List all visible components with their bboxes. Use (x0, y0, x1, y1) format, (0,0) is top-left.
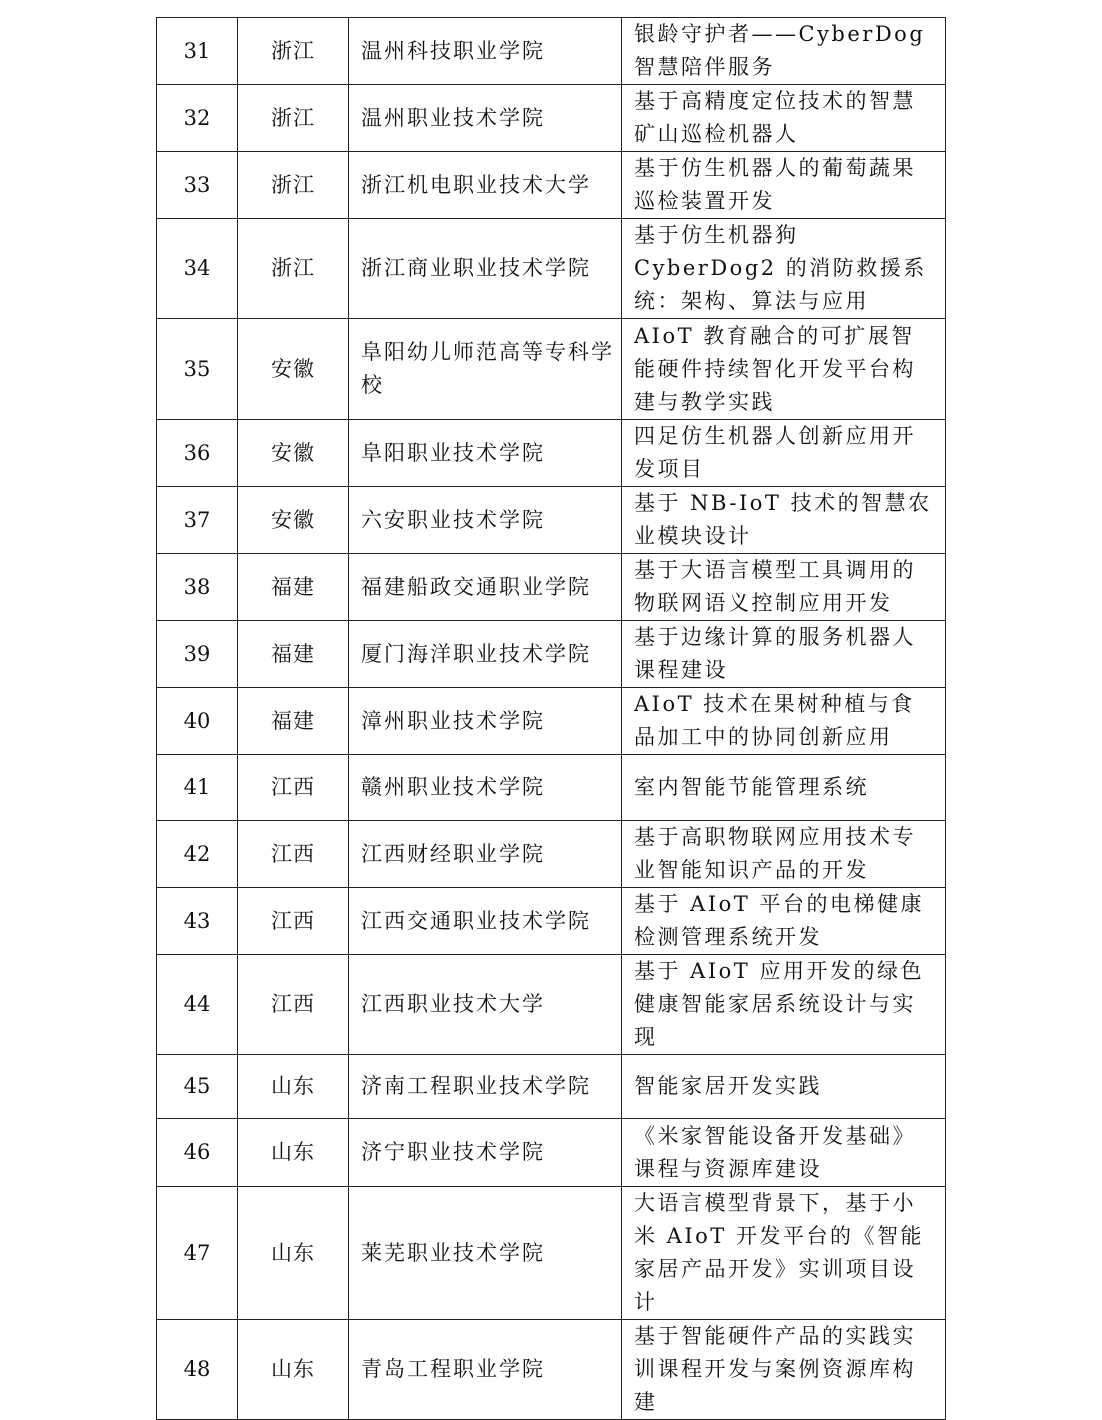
project-cell: 《米家智能设备开发基础》课程与资源库建设 (622, 1119, 946, 1187)
school-cell: 青岛工程职业学院 (349, 1320, 622, 1420)
school-cell: 济南工程职业技术学院 (349, 1055, 622, 1119)
province-cell: 福建 (238, 554, 349, 621)
province-cell: 山东 (238, 1055, 349, 1119)
project-cell: AIoT 教育融合的可扩展智能硬件持续智化开发平台构建与教学实践 (622, 319, 946, 420)
project-cell: 四足仿生机器人创新应用开发项目 (622, 420, 946, 487)
row-number: 38 (157, 554, 238, 621)
table-row (157, 18, 946, 85)
row-number: 41 (157, 755, 238, 821)
school-cell: 阜阳幼儿师范高等专科学校 (349, 319, 622, 420)
row-number: 39 (157, 621, 238, 688)
project-cell: 基于边缘计算的服务机器人课程建设 (622, 621, 946, 688)
row-number: 32 (157, 85, 238, 152)
table-row (157, 1320, 946, 1420)
row-number: 47 (157, 1187, 238, 1320)
province-cell: 安徽 (238, 319, 349, 420)
table-row (157, 1187, 946, 1320)
table-row (157, 755, 946, 821)
project-cell: 基于高精度定位技术的智慧矿山巡检机器人 (622, 85, 946, 152)
row-number: 43 (157, 888, 238, 955)
province-cell: 浙江 (238, 219, 349, 319)
province-cell: 福建 (238, 621, 349, 688)
table-row (157, 1055, 946, 1119)
row-number: 40 (157, 688, 238, 755)
project-cell: 基于智能硬件产品的实践实训课程开发与案例资源库构建 (622, 1320, 946, 1420)
province-cell: 福建 (238, 688, 349, 755)
project-cell: 室内智能节能管理系统 (622, 755, 946, 821)
project-cell: AIoT 技术在果树种植与食品加工中的协同创新应用 (622, 688, 946, 755)
table-row (157, 420, 946, 487)
province-cell: 浙江 (238, 18, 349, 85)
row-number: 34 (157, 219, 238, 319)
school-cell: 厦门海洋职业技术学院 (349, 621, 622, 688)
province-cell: 山东 (238, 1320, 349, 1420)
province-cell: 江西 (238, 755, 349, 821)
row-number: 48 (157, 1320, 238, 1420)
province-cell: 江西 (238, 888, 349, 955)
project-cell: 智能家居开发实践 (622, 1055, 946, 1119)
school-cell: 浙江商业职业技术学院 (349, 219, 622, 319)
province-cell: 安徽 (238, 487, 349, 554)
row-number: 46 (157, 1119, 238, 1187)
table-row (157, 688, 946, 755)
project-cell: 基于 NB-IoT 技术的智慧农业模块设计 (622, 487, 946, 554)
project-cell: 银龄守护者——CyberDog 智慧陪伴服务 (622, 18, 946, 85)
province-cell: 山东 (238, 1119, 349, 1187)
row-number: 37 (157, 487, 238, 554)
school-cell: 莱芜职业技术学院 (349, 1187, 622, 1320)
school-cell: 六安职业技术学院 (349, 487, 622, 554)
school-cell: 江西职业技术大学 (349, 955, 622, 1055)
table-row (157, 219, 946, 319)
school-cell: 济宁职业技术学院 (349, 1119, 622, 1187)
row-number: 33 (157, 152, 238, 219)
province-cell: 安徽 (238, 420, 349, 487)
project-table (156, 17, 946, 1420)
table-row (157, 955, 946, 1055)
table-row (157, 1119, 946, 1187)
school-cell: 温州科技职业学院 (349, 18, 622, 85)
project-cell: 基于高职物联网应用技术专业智能知识产品的开发 (622, 821, 946, 888)
project-table-body (157, 18, 946, 1420)
row-number: 31 (157, 18, 238, 85)
school-cell: 福建船政交通职业学院 (349, 554, 622, 621)
school-cell: 温州职业技术学院 (349, 85, 622, 152)
row-number: 35 (157, 319, 238, 420)
table-row (157, 487, 946, 554)
table-row (157, 554, 946, 621)
project-cell: 大语言模型背景下，基于小米 AIoT 开发平台的《智能家居产品开发》实训项目设计 (622, 1187, 946, 1320)
province-cell: 浙江 (238, 152, 349, 219)
table-row (157, 85, 946, 152)
row-number: 44 (157, 955, 238, 1055)
project-cell: 基于大语言模型工具调用的物联网语义控制应用开发 (622, 554, 946, 621)
project-cell: 基于仿生机器人的葡萄蔬果巡检装置开发 (622, 152, 946, 219)
project-cell: 基于仿生机器狗 CyberDog2 的消防救援系统：架构、算法与应用 (622, 219, 946, 319)
table-row (157, 319, 946, 420)
table-row (157, 621, 946, 688)
table-row (157, 152, 946, 219)
province-cell: 江西 (238, 955, 349, 1055)
project-cell: 基于 AIoT 应用开发的绿色健康智能家居系统设计与实现 (622, 955, 946, 1055)
school-cell: 漳州职业技术学院 (349, 688, 622, 755)
school-cell: 江西财经职业学院 (349, 821, 622, 888)
table-row (157, 888, 946, 955)
school-cell: 江西交通职业技术学院 (349, 888, 622, 955)
school-cell: 浙江机电职业技术大学 (349, 152, 622, 219)
province-cell: 浙江 (238, 85, 349, 152)
province-cell: 山东 (238, 1187, 349, 1320)
row-number: 45 (157, 1055, 238, 1119)
school-cell: 阜阳职业技术学院 (349, 420, 622, 487)
row-number: 42 (157, 821, 238, 888)
row-number: 36 (157, 420, 238, 487)
table-row (157, 821, 946, 888)
province-cell: 江西 (238, 821, 349, 888)
project-cell: 基于 AIoT 平台的电梯健康检测管理系统开发 (622, 888, 946, 955)
school-cell: 赣州职业技术学院 (349, 755, 622, 821)
